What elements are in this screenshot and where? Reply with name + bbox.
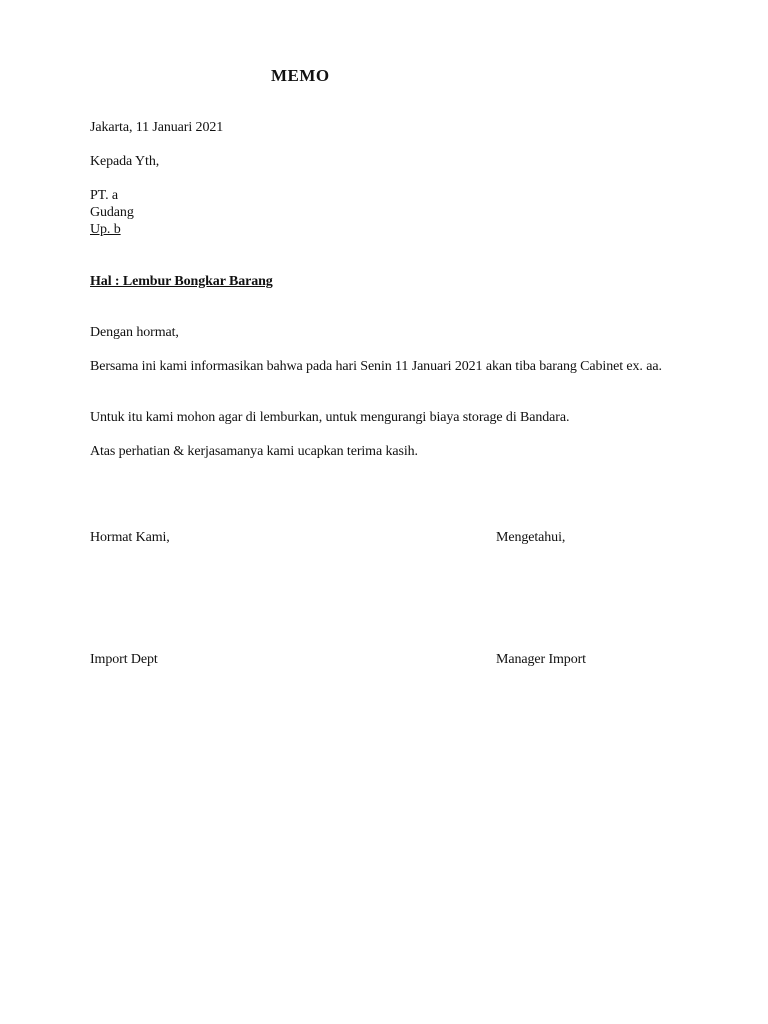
recipient-salutation: Kepada Yth,	[90, 154, 160, 169]
recipient-attention: Up. b	[90, 222, 121, 237]
signature-right-name: Manager Import	[496, 652, 586, 667]
paragraph-1: Bersama ini kami informasikan bahwa pada hari Senin 11 Januari 2021 akan tiba barang Cabinet ex. aa.	[90, 359, 662, 374]
recipient-company: PT. a	[90, 188, 119, 203]
paragraph-2: Untuk itu kami mohon agar di lemburkan, untuk mengurangi biaya storage di Bandara.	[90, 410, 570, 425]
paragraph-3: Atas perhatian & kerjasamanya kami ucapkan terima kasih.	[90, 444, 418, 459]
signature-left-closing: Hormat Kami,	[90, 530, 170, 545]
memo-title: MEMO	[271, 66, 330, 85]
greeting: Dengan hormat,	[90, 325, 179, 340]
place-date: Jakarta, 11 Januari 2021	[90, 120, 224, 135]
signature-right-closing: Mengetahui,	[496, 530, 566, 545]
memo-subject: Hal : Lembur Bongkar Barang	[90, 274, 273, 289]
signature-left-name: Import Dept	[90, 652, 158, 667]
recipient-department: Gudang	[90, 205, 134, 220]
